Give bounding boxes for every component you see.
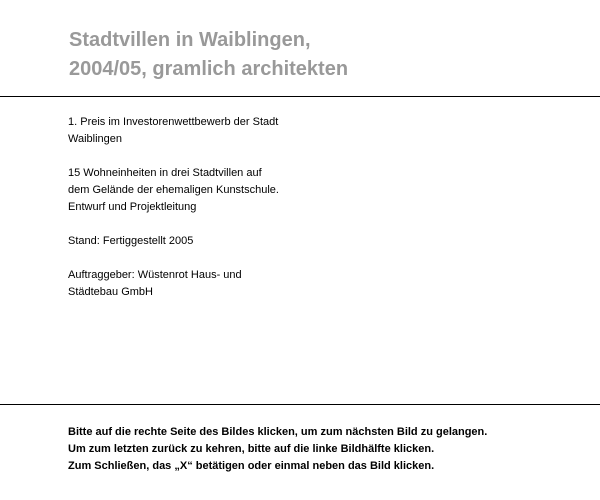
instruction-close: Zum Schließen, das „X“ betätigen oder einmal neben das Bild klicken.	[68, 460, 435, 472]
status-line: Stand: Fertiggestellt 2005	[68, 235, 194, 247]
project-line: dem Gelände der ehemaligen Kunstschule.	[68, 184, 279, 196]
award-line: Waiblingen	[68, 133, 123, 145]
project-title	[69, 26, 348, 84]
status-paragraph	[68, 233, 308, 250]
top-divider	[0, 96, 600, 97]
award-paragraph	[68, 114, 308, 148]
instruction-next: Bitte auf die rechte Seite des Bildes klicken, um zum nächsten Bild zu gelangen.	[68, 426, 488, 438]
bottom-divider	[0, 404, 600, 405]
project-line: 15 Wohneinheiten in drei Stadtvillen auf	[68, 167, 262, 179]
award-line: 1. Preis im Investorenwettbewerb der Stadt	[68, 116, 279, 128]
project-title-line-1: Stadtvillen in Waiblingen,	[69, 29, 311, 51]
client-line: Städtebau GmbH	[68, 286, 153, 298]
client-line: Auftraggeber: Wüstenrot Haus- und	[68, 269, 242, 281]
project-paragraph	[68, 165, 308, 216]
client-paragraph	[68, 267, 308, 301]
project-title-line-2: 2004/05, gramlich architekten	[69, 58, 349, 80]
navigation-instructions	[68, 424, 588, 475]
project-line: Entwurf und Projektleitung	[68, 201, 197, 213]
project-description	[68, 114, 308, 318]
instruction-previous: Um zum letzten zurück zu kehren, bitte auf die linke Bildhälfte klicken.	[68, 443, 435, 455]
